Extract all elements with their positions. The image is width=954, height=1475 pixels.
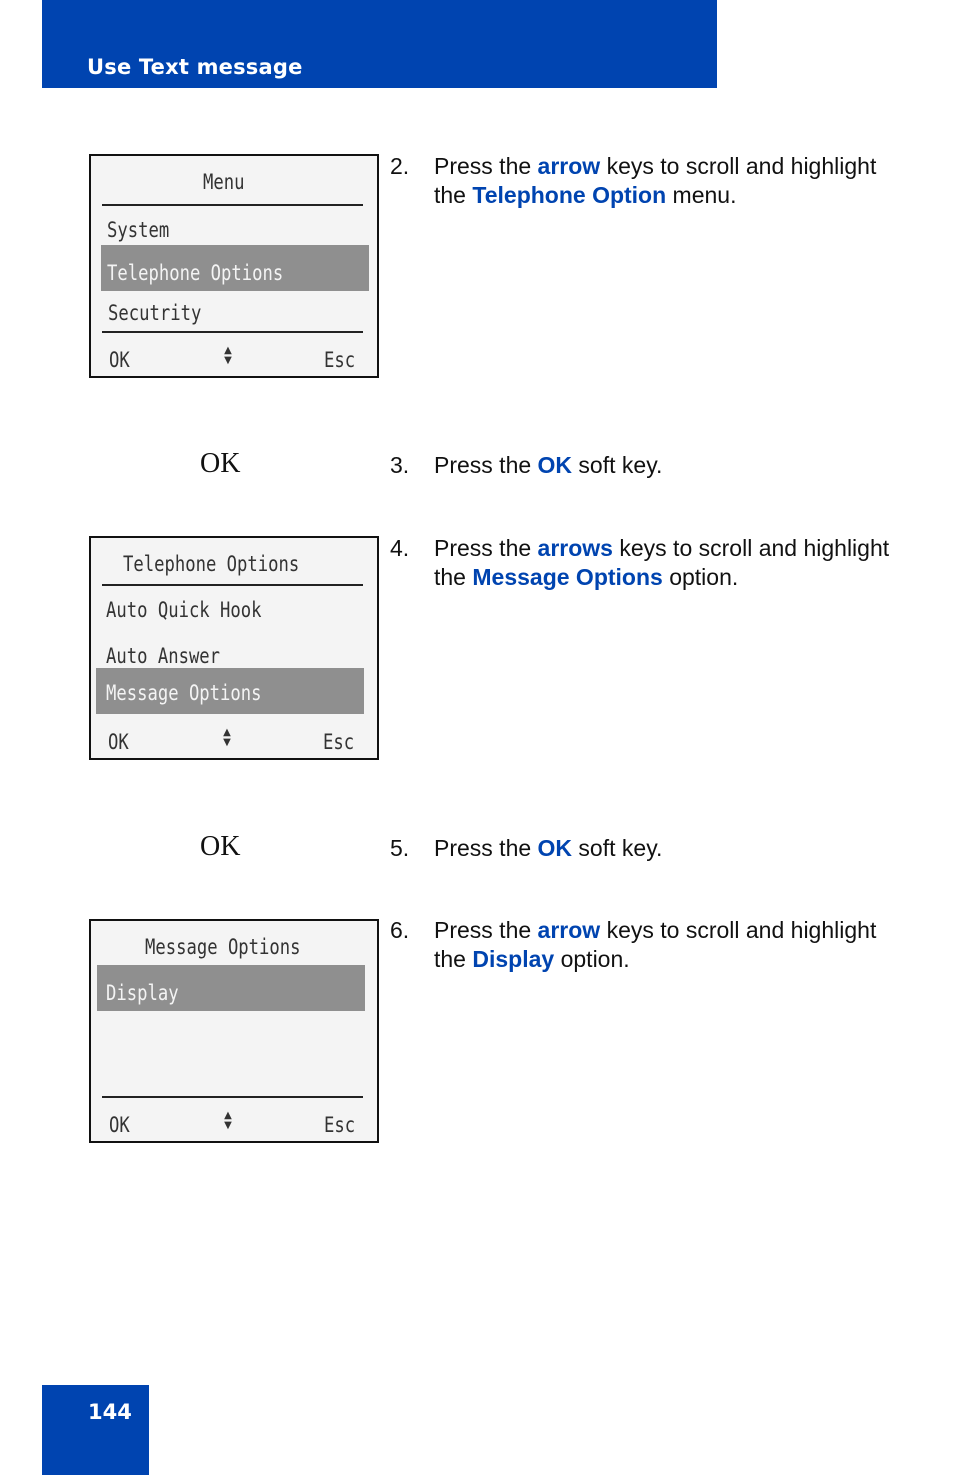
keyword-display: Display: [472, 946, 555, 972]
keyword-message-options: Message Options: [472, 564, 663, 590]
ok-key-label: OK: [200, 448, 241, 479]
keyword-telephone-option: Telephone Option: [472, 182, 667, 208]
keyword-arrow: arrow: [537, 153, 601, 179]
softkey-ok[interactable]: OK: [109, 1113, 130, 1137]
step-number: 6.: [390, 917, 410, 943]
step-number: 3.: [390, 452, 410, 478]
scroll-arrows-icon: ▲ ▼: [224, 345, 232, 366]
keyword-arrows: arrows: [537, 535, 613, 561]
step-text: Press the OK soft key.: [434, 452, 663, 478]
menu-item-system[interactable]: System: [107, 218, 170, 242]
menu-item-auto-answer[interactable]: Auto Answer: [106, 644, 221, 668]
page-title: Use Text message: [87, 55, 303, 79]
softkey-esc[interactable]: Esc: [324, 348, 356, 372]
menu-item-secutrity[interactable]: Secutrity: [108, 301, 202, 325]
step-text: Press the arrow keys to scroll and highlight the Telephone Option menu.: [434, 153, 877, 208]
softkey-esc[interactable]: Esc: [324, 1113, 356, 1137]
menu-item-auto-quick-hook[interactable]: Auto Quick Hook: [106, 598, 262, 622]
divider: [102, 1096, 363, 1098]
menu-item-display-highlight[interactable]: [97, 965, 365, 1011]
menu-item-display: Display: [106, 981, 179, 1005]
screen-title: Telephone Options: [123, 552, 300, 576]
step-text: Press the arrows keys to scroll and highlight the Message Options option.: [434, 535, 890, 590]
menu-item-telephone-options-highlight[interactable]: [101, 245, 369, 291]
softkey-esc[interactable]: Esc: [323, 730, 355, 754]
menu-item-telephone-options: Telephone Options: [107, 261, 284, 285]
page-number: 144: [88, 1400, 132, 1424]
ok-key-label: OK: [200, 831, 241, 862]
phone-screen-telephone-options: [89, 536, 379, 760]
menu-item-message-options-highlight[interactable]: [96, 668, 364, 714]
step-number: 2.: [390, 153, 410, 179]
step-text: Press the OK soft key.: [434, 835, 663, 861]
softkey-ok[interactable]: OK: [108, 730, 129, 754]
divider: [102, 331, 363, 333]
scroll-arrows-icon: ▲ ▼: [224, 1110, 232, 1131]
header-bar: [42, 0, 717, 88]
phone-screen-message-options: [89, 919, 379, 1143]
screen-title: Message Options: [145, 935, 301, 959]
divider: [102, 204, 363, 206]
keyword-ok: OK: [537, 452, 573, 478]
step-number: 4.: [390, 535, 410, 561]
step-text: Press the arrow keys to scroll and highlight the Display option.: [434, 917, 877, 972]
phone-screen-menu: [89, 154, 379, 378]
divider: [102, 584, 363, 586]
softkey-ok[interactable]: OK: [109, 348, 130, 372]
keyword-arrow: arrow: [537, 917, 601, 943]
screen-title: Menu: [203, 170, 245, 194]
step-number: 5.: [390, 835, 410, 861]
keyword-ok: OK: [537, 835, 573, 861]
menu-item-message-options: Message Options: [106, 681, 262, 705]
scroll-arrows-icon: ▲ ▼: [223, 727, 231, 748]
page-number-box: [42, 1385, 149, 1475]
